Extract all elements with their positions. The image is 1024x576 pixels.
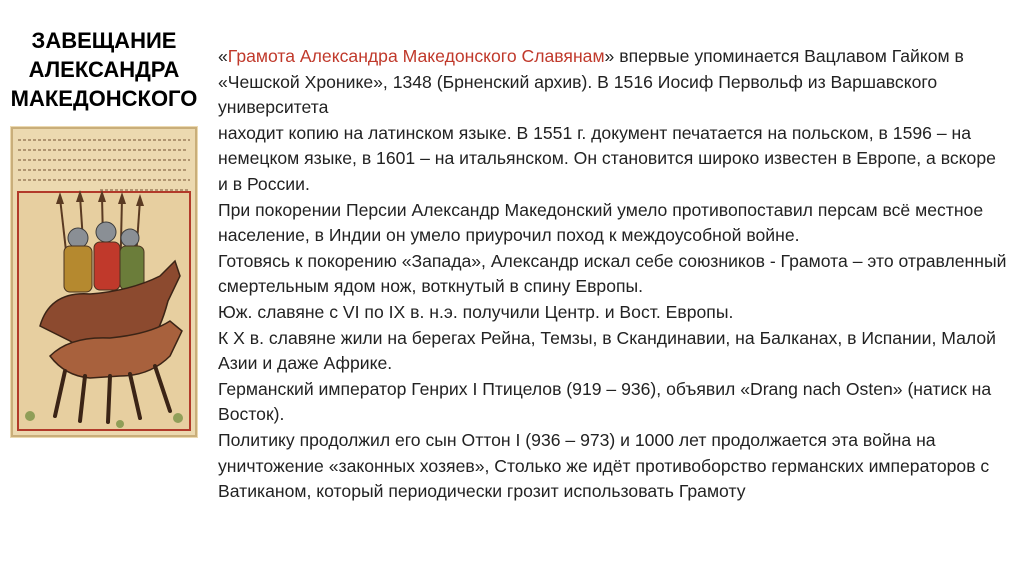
paragraph-1-rest: » впервые упоминается Вацлавом Гайком в «Чешской Хронике», 1348 (Брненский архив). В 1516 Иосиф Первольф из Варшавского университета [218,46,964,118]
paragraph-4: Готовясь к покорению «Запада», Александр искал себе союзников - Грамота – это отравленный смертельным ядом нож, воткнутый в спину Европы. [218,250,1007,297]
manuscript-illustration-icon [10,126,198,438]
title-line-1: ЗАВЕЩАНИЕ [31,28,177,53]
paragraph-2: находит копию на латинском языке. В 1551 г. документ печатается на польском, в 1596 – на немецком языке, в 1601 – на итальянском. Он становится широко известен в Европе, а вскоре и в России. [218,122,996,194]
highlight-title: Грамота Александра Македонского Славянам [227,46,605,66]
paragraph-7: Германский император Генрих I Птицелов (919 – 936), объявил «Drang nach Osten» (натиск на Восток). [218,378,992,425]
paragraph-5: Юж. славяне с VI по IX в. н.э. получили Центр. и Вост. Европы. [218,301,734,322]
paragraph-1 [218,44,1008,121]
paragraph-3: При покорении Персии Александр Македонский умело противопоставил персам всё местное население, в Индии он умело приурочил поход к междоусобной войне. [218,199,984,246]
title-line-2: АЛЕКСАНДРА [28,57,180,82]
title-line-3: МАКЕДОНСКОГО [10,86,198,111]
paragraph-8: Политику продолжил его сын Оттон I (936 – 973) и 1000 лет продолжается эта война на уничтожение «законных хозяев», Столько же идёт противоборство германских императоров с Ватиканом, который периодически грозит использовать Грамоту [218,429,990,502]
open-quote: « [218,46,228,66]
slide-title [8,26,200,113]
slide-body [218,44,1008,505]
paragraph-6: К Х в. славяне жили на берегах Рейна, Темзы, в Скандинавии, на Балканах, в Испании, Малой Азии и даже Африке. [218,327,996,374]
